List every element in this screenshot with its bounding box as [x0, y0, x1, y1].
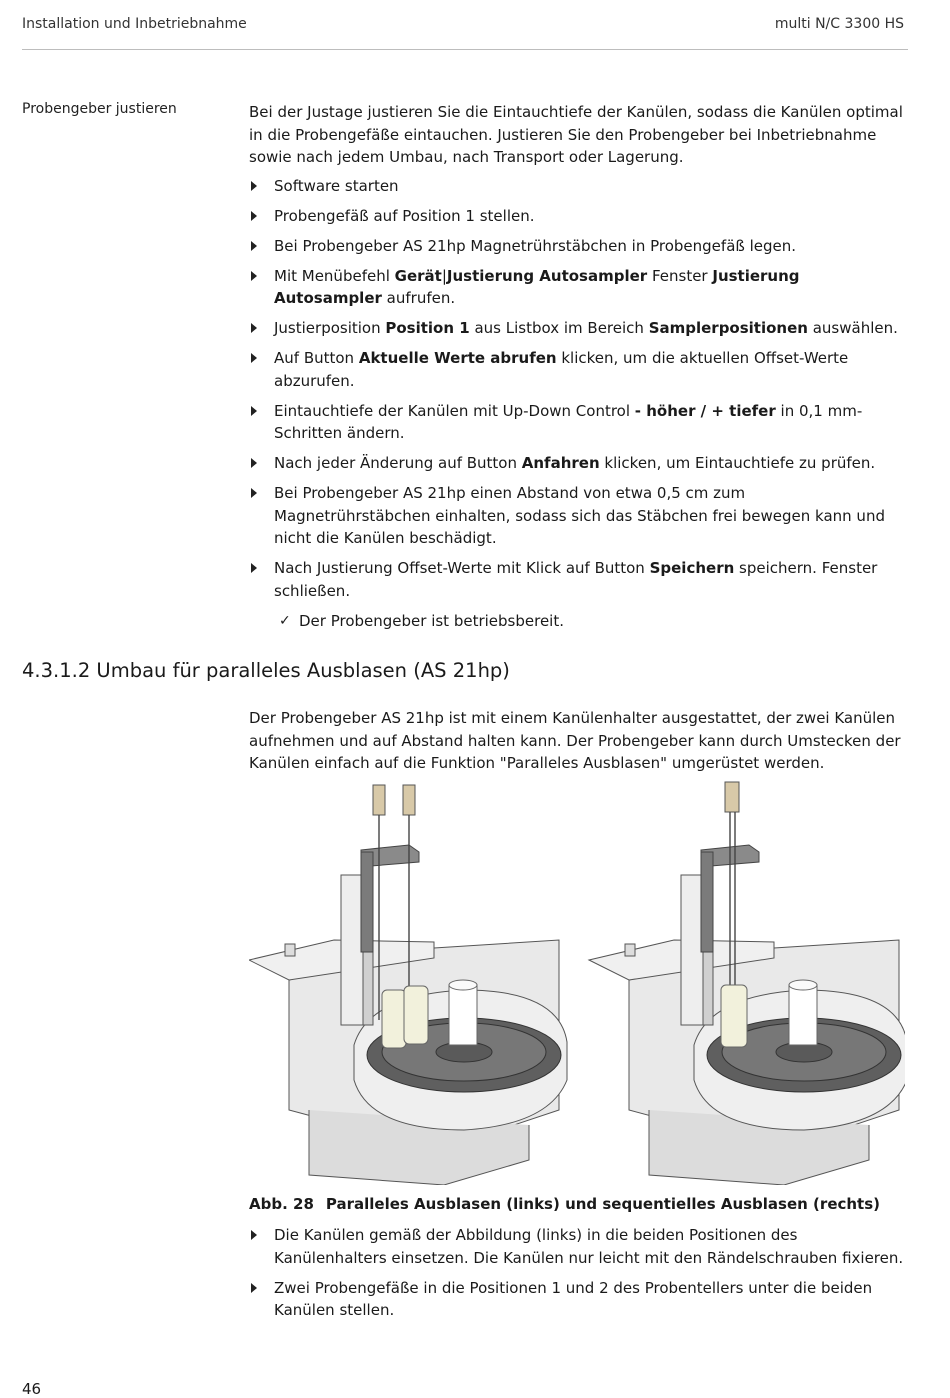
step-text: speichern. Fenster schließen.: [274, 559, 878, 600]
step-item: [249, 205, 904, 228]
step-item: [249, 452, 904, 475]
step-arrow-icon: [251, 241, 257, 251]
step-item: [249, 265, 904, 310]
caption-text: Paralleles Ausblasen (links) und sequentielles Ausblasen (rechts): [325, 1195, 881, 1213]
step-arrow-icon: [251, 1230, 257, 1240]
step-text: klicken, um Eintauchtiefe zu prüfen.: [599, 454, 876, 472]
step-text: Justierposition: [274, 319, 386, 337]
step-arrow-icon: [251, 211, 257, 221]
step-item: [249, 1277, 904, 1322]
ui-term: - höher / + tiefer: [634, 401, 776, 420]
section-heading: 4.3.1.2 Umbau für paralleles Ausblasen (AS 21hp): [22, 659, 510, 682]
figure-caption: [249, 1195, 880, 1213]
ui-term: Justierung Autosampler: [446, 266, 648, 285]
ui-term: Position 1: [385, 319, 470, 337]
step-arrow-icon: [251, 353, 257, 363]
running-header-title: Installation und Inbetriebnahme: [22, 16, 247, 32]
ui-term: Samplerpositionen: [648, 319, 808, 337]
ui-term: Anfahren: [521, 454, 600, 472]
caption-number: Abb. 28: [249, 1195, 314, 1213]
step-arrow-icon: [251, 323, 257, 333]
running-header-product: multi N/C 3300 HS: [774, 16, 904, 32]
step-arrow-icon: [251, 1283, 257, 1293]
step-text: Mit Menübefehl: [274, 266, 395, 285]
figure-autosampler-illustration: [249, 780, 905, 1185]
page-number: 46: [22, 1380, 42, 1398]
section-parallel-steps: [249, 1224, 904, 1329]
step-text: Zwei Probengefäße in die Positionen 1 und 2 des Probentellers unter die beiden Kanülen stellen.: [274, 1278, 873, 1319]
section-parallel-intro: [249, 707, 904, 781]
step-item: [249, 347, 904, 392]
section-adjust-sampler: [249, 101, 904, 632]
step-text: Eintauchtiefe der Kanülen mit Up-Down Control: [274, 401, 635, 420]
intro-paragraph: Der Probengeber AS 21hp ist mit einem Kanülenhalter ausgestattet, der zwei Kanülen aufnehmen und auf Abstand halten kann. Der Probengeber kann durch Umstecken der Kanülen einfach auf die Funktion "Paralleles Ausblasen" umgerüstet werden.: [249, 709, 901, 772]
step-text: klicken, um die aktuellen Offset-Werte abzurufen.: [274, 349, 849, 390]
step-arrow-icon: [251, 563, 257, 573]
autosampler-illustration: [249, 780, 905, 1185]
step-item: [249, 400, 904, 445]
step-arrow-icon: [251, 458, 257, 468]
step-arrow-icon: [251, 406, 257, 416]
step-text: Software starten: [274, 176, 399, 195]
step-text: Bei Probengeber AS 21hp Magnetrührstäbchen in Probengefäß legen.: [274, 236, 797, 255]
side-label: Probengeber justieren: [22, 101, 177, 117]
step-text: Probengefäß auf Position 1 stellen.: [274, 206, 535, 225]
step-text: Nach jeder Änderung auf Button: [274, 454, 522, 472]
step-list: [249, 175, 904, 603]
step-item: [249, 557, 904, 602]
step-text: |: [441, 266, 447, 285]
header-divider: [22, 49, 908, 50]
step-text: in 0,1 mm-Schritten ändern.: [274, 401, 863, 442]
step-arrow-icon: [251, 488, 257, 498]
step-text: Bei Probengeber AS 21hp einen Abstand von etwa 0,5 cm zum Magnetrührstäbchen einhalten, sodass sich das Stäbchen frei bewegen kann und nicht die Kanülen beschädigt.: [274, 484, 885, 547]
step-text: aus Listbox im Bereich: [469, 319, 649, 337]
step-item: [249, 235, 904, 258]
step-text: Auf Button: [274, 349, 359, 367]
step-text: Fenster: [647, 266, 713, 285]
result-line: [249, 610, 904, 633]
intro-paragraph: Bei der Justage justieren Sie die Eintauchtiefe der Kanülen, sodass die Kanülen optimal in die Probengefäße eintauchen. Justieren Sie den Probengeber bei Inbetriebnahme sowie nach jedem Umbau, nach Transport oder Lagerung.: [249, 103, 903, 166]
step-item: [249, 317, 904, 340]
step-text: Die Kanülen gemäß der Abbildung (links) in die beiden Positionen des Kanülenhalters einsetzen. Die Kanülen nur leicht mit den Rändelschrauben fixieren.: [274, 1226, 904, 1267]
step-arrow-icon: [251, 181, 257, 191]
checkmark-icon: ✓: [279, 612, 291, 629]
step-text: Nach Justierung Offset-Werte mit Klick auf Button: [274, 559, 650, 577]
step-arrow-icon: [251, 271, 257, 281]
ui-term: Speichern: [649, 559, 735, 577]
step-text: aufrufen.: [381, 289, 456, 307]
step-list: [249, 1224, 904, 1322]
ui-term: Justierung Autosampler: [274, 266, 800, 307]
ui-term: Gerät: [394, 266, 442, 285]
step-text: auswählen.: [807, 319, 898, 337]
step-item: [249, 175, 904, 198]
ui-term: Aktuelle Werte abrufen: [358, 349, 557, 367]
step-item: [249, 1224, 904, 1269]
step-item: [249, 482, 904, 550]
result-text: Der Probengeber ist betriebsbereit.: [299, 611, 564, 630]
